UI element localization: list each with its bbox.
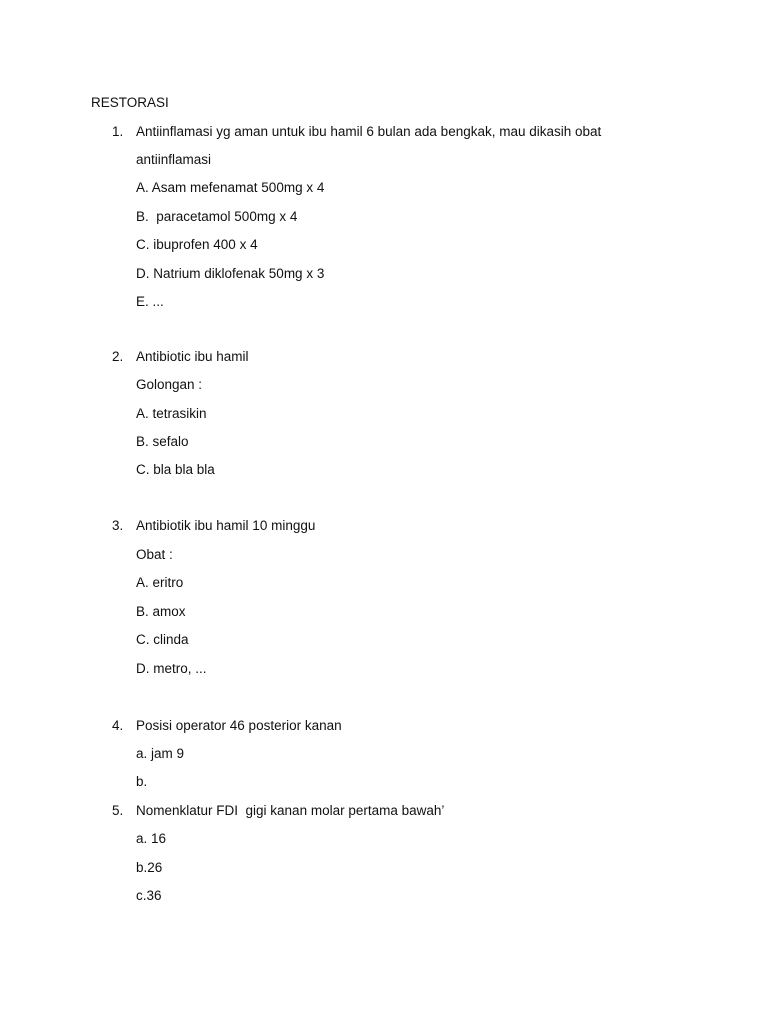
question-2-option-a: A. tetrasikin xyxy=(136,406,207,421)
question-1-option-c: C. ibuprofen 400 x 4 xyxy=(136,237,258,252)
question-1-option-d: D. Natrium diklofenak 50mg x 3 xyxy=(136,266,325,281)
question-5-option-c: c.36 xyxy=(136,888,162,903)
question-2-option-c: C. bla bla bla xyxy=(136,462,215,477)
question-3-number: 3. xyxy=(112,518,124,533)
question-3-option-a: A. eritro xyxy=(136,575,184,590)
question-4-option-a: a. jam 9 xyxy=(136,746,185,761)
question-3-option-c: C. clinda xyxy=(136,632,189,647)
document-heading: RESTORASI xyxy=(91,95,169,110)
question-1-number: 1. xyxy=(112,124,124,139)
question-1-text-continued: antiinflamasi xyxy=(136,152,212,167)
question-5-option-b: b.26 xyxy=(136,860,163,875)
question-1-option-a: A. Asam mefenamat 500mg x 4 xyxy=(136,180,325,195)
question-2-text: Antibiotic ibu hamil xyxy=(136,349,249,364)
question-3-option-b: B. amox xyxy=(136,604,186,619)
question-2-number: 2. xyxy=(112,349,124,364)
question-1-option-b: B. paracetamol 500mg x 4 xyxy=(136,209,298,224)
question-4-option-b: b. xyxy=(136,774,148,789)
question-1-option-e: E. ... xyxy=(136,294,164,309)
question-3-subtitle: Obat : xyxy=(136,547,173,562)
question-4-number: 4. xyxy=(112,718,124,733)
question-2-subtitle: Golongan : xyxy=(136,377,203,392)
question-3-text: Antibiotik ibu hamil 10 minggu xyxy=(136,518,316,533)
question-2-option-b: B. sefalo xyxy=(136,434,189,449)
question-3-option-d: D. metro, ... xyxy=(136,661,207,676)
question-5-number: 5. xyxy=(112,803,124,818)
question-4-text: Posisi operator 46 posterior kanan xyxy=(136,718,342,733)
question-5-text: Nomenklatur FDI gigi kanan molar pertama bawah’ xyxy=(136,803,445,818)
question-1-text: Antiinflamasi yg aman untuk ibu hamil 6 bulan ada bengkak, mau dikasih obat xyxy=(136,124,602,139)
question-5-option-a: a. 16 xyxy=(136,831,167,846)
